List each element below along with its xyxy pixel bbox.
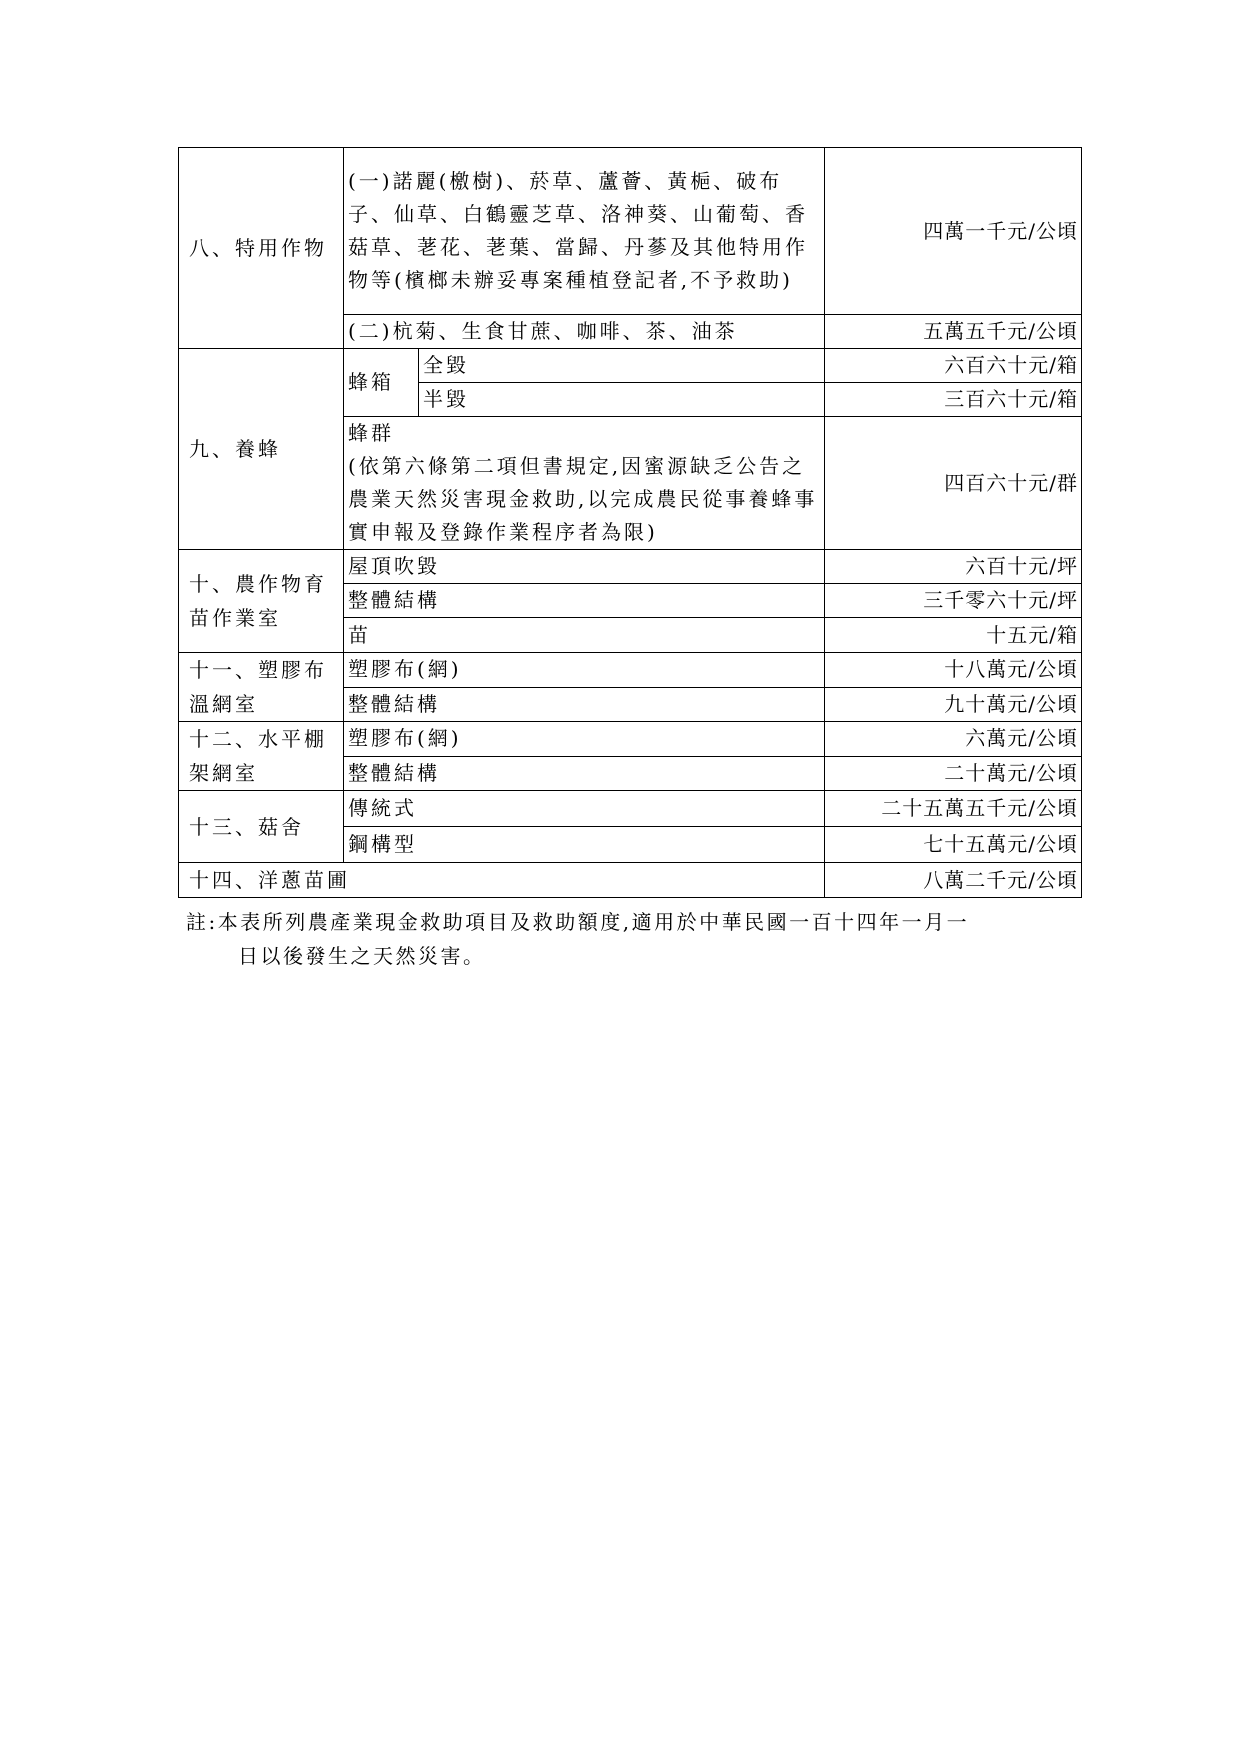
amount-cell: 十五元/箱 [825, 618, 1082, 653]
item-cell: 鋼構型 [344, 827, 825, 863]
amount-cell: 八萬二千元/公頃 [825, 863, 1082, 898]
table-row [179, 722, 1082, 757]
item-cell: 塑膠布(網) [344, 653, 825, 688]
amount-cell: 三千零六十元/坪 [825, 584, 1082, 618]
amount-cell: 四百六十元/群 [825, 417, 1082, 550]
amount-cell: 三百六十元/箱 [825, 383, 1082, 417]
amount-cell: 七十五萬元/公頃 [825, 827, 1082, 863]
footnote-line-2: 日以後發生之天然災害。 [238, 944, 486, 968]
category-cell: 十四、洋蔥苗圃 [179, 863, 825, 898]
table-row [179, 148, 1082, 315]
amount-cell: 六百十元/坪 [825, 550, 1082, 584]
item-cell: 整體結構 [344, 584, 825, 618]
table-row [179, 791, 1082, 827]
table-row [179, 349, 1082, 383]
table-row [179, 863, 1082, 898]
category-cell: 十三、菇舍 [179, 791, 344, 863]
footnote-line-1: 註:本表所列農產業現金救助項目及救助額度,適用於中華民國一百十四年一月一 [186, 910, 970, 934]
subsidy-table [178, 147, 1082, 898]
item-cell: 半毀 [419, 383, 825, 417]
amount-cell: 六萬元/公頃 [825, 722, 1082, 757]
category-cell: 十二、水平棚架網室 [179, 722, 344, 791]
amount-cell: 九十萬元/公頃 [825, 687, 1082, 722]
item-cell: 塑膠布(網) [344, 722, 825, 757]
amount-cell: 十八萬元/公頃 [825, 653, 1082, 688]
table-row [179, 653, 1082, 688]
item-cell [344, 417, 825, 550]
table-row [179, 550, 1082, 584]
item-cell: 傳統式 [344, 791, 825, 827]
category-cell: 十一、塑膠布溫網室 [179, 653, 344, 722]
item-cell: 全毀 [419, 349, 825, 383]
item-cell: (二)杭菊、生食甘蔗、咖啡、茶、油茶 [344, 315, 825, 349]
amount-cell: 二十萬元/公頃 [825, 756, 1082, 791]
amount-cell: 四萬一千元/公頃 [825, 148, 1082, 315]
colony-note: (依第六條第二項但書規定,因蜜源缺乏公告之農業天然災害現金救助,以完成農民從事養蜂事實申報及登錄作業程序者為限) [348, 454, 818, 544]
amount-cell: 五萬五千元/公頃 [825, 315, 1082, 349]
item-cell: (一)諾麗(檄樹)、菸草、蘆薈、黃梔、破布子、仙草、白鶴靈芝草、洛神葵、山葡萄、香菇草、荖花、荖葉、當歸、丹蔘及其他特用作物等(檳榔未辦妥專案種植登記者,不予救助) [344, 148, 825, 315]
item-cell: 整體結構 [344, 756, 825, 791]
item-cell: 整體結構 [344, 687, 825, 722]
item-cell: 苗 [344, 618, 825, 653]
amount-cell: 六百六十元/箱 [825, 349, 1082, 383]
category-cell: 九、養蜂 [179, 349, 344, 550]
amount-cell: 二十五萬五千元/公頃 [825, 791, 1082, 827]
category-cell: 八、特用作物 [179, 148, 344, 349]
sub-category-cell: 蜂箱 [344, 349, 419, 417]
category-cell: 十、農作物育苗作業室 [179, 550, 344, 653]
colony-label: 蜂群 [348, 421, 394, 445]
item-cell: 屋頂吹毀 [344, 550, 825, 584]
footnote [186, 905, 1086, 973]
